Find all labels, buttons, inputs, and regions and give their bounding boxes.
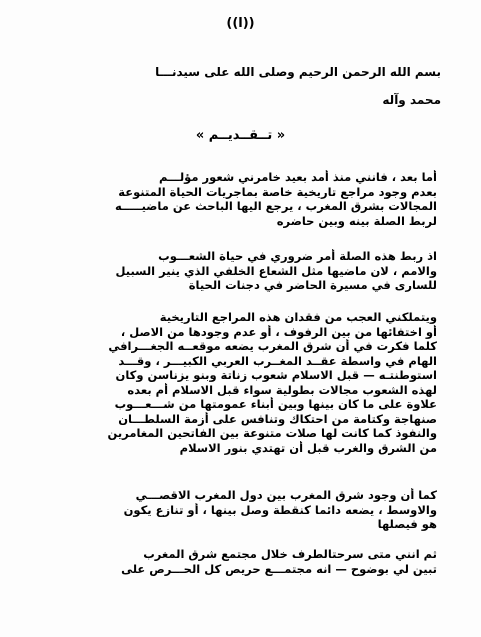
text-line: والاوسط ، يضعه دائما كنقطة وصل بينها ، أو تنازع يكون: [123, 502, 437, 517]
text-line: من الشرق والغرب قبل أن تهتدي بنور الاسلام: [179, 440, 437, 455]
text-line: لربط الصلة بينه وبين حاضره: [276, 213, 437, 228]
paragraph-4: [41, 488, 437, 532]
paragraph-1: [41, 170, 437, 228]
text-line: الهام في واسطة عقــد المغــرب العربي الكبيـــر ، وقـــد: [118, 353, 437, 368]
text-line: كما أن وجود شرق المغرب بين دول المغرب الاقصـــي: [135, 488, 437, 502]
page-number: ((ا)): [226, 16, 255, 31]
text-line: أو اختفائها من بين الرفوف ، أو عدم وجودها من الاصل ،: [120, 324, 437, 339]
paragraph-2: [41, 249, 437, 293]
basmala-line-2: محمد وآله: [382, 93, 441, 107]
text-line: والنفوذ كما كانت لها صلات متنوعة بين الفاتحين المغامرين: [107, 426, 437, 440]
text-line: علاوة على ما كان بينها وبين أبناء عمومتها من شـــعـــوب: [114, 397, 437, 411]
text-line: أما بعد ، فانني منذ أمد بعيد خامرني شعور مؤلـــم: [159, 170, 437, 184]
text-line: لهذه الشعوب مجالات بطولية سواء قبل الاسلام أم بعده: [127, 382, 437, 397]
basmala-line-1: بسم الله الرحمن الرحيم وصلى الله على سيدنـــا: [155, 65, 441, 79]
text-line: للسارى في مسيرة الحاضر في دجنات الحياة: [188, 278, 437, 292]
section-title: « تــقــديــم »: [195, 128, 286, 143]
text-line: بعدم وجود مراجع تاريخية خاصة بماجريات الحياة المتنوعة: [118, 184, 437, 199]
text-line: هو فيصلها: [377, 517, 437, 531]
paragraph-5: [41, 547, 437, 576]
text-line: ويتملكني العجب من فقدان هذه المراجع التاريخية: [159, 310, 437, 324]
text-line: صنهاجة وكتامة من احتكاك وتنافس على أزمة السلطـــان: [118, 411, 437, 426]
text-line: ثم انني متى سرحتالطرف خلال مجتمع شرق المغرب: [143, 547, 437, 561]
basmala-block: [37, 58, 441, 114]
text-line: تبين لي بوضوح — انه مجتمـــع حريص كل الحـــرص على: [121, 561, 437, 576]
text-line: كلما فكرت في أن شرق المغرب يضعه موقعــه الجغـــرافي: [108, 339, 437, 353]
text-line: المجالات بشرق المغرب ، يرجع اليها الباحث عن ماضيـــــه: [114, 199, 437, 213]
text-line: اذ ربط هذه الصلة أمر ضروري في حياة الشعـــوب: [158, 249, 437, 263]
text-line: استوطنتـه — قبل الاسلام شعوب زناتة وبنو يزناسن وكان: [115, 368, 437, 382]
paragraph-3: [41, 310, 437, 455]
text-line: والامم ، لان ماضيها مثل الشعاع الخلفي الذي ينير السبيل: [115, 263, 437, 278]
